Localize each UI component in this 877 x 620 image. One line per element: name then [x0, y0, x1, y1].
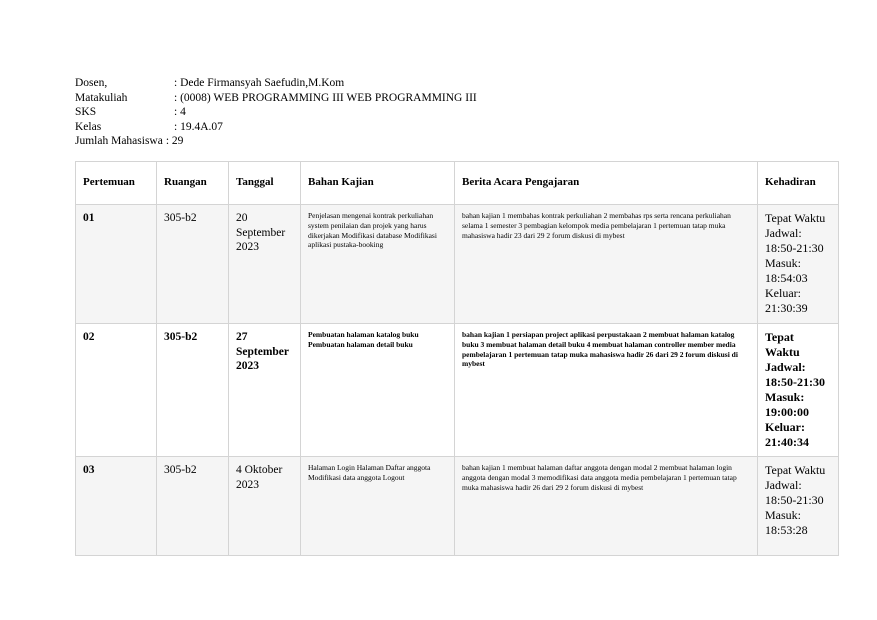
table-row: [76, 457, 839, 556]
kehadiran-masuk: 18:54:03: [765, 271, 808, 285]
kehadiran-jadwal-label: Jadwal:: [765, 360, 806, 374]
dosen-value: : Dede Firmansyah Saefudin,M.Kom: [174, 77, 345, 89]
kehadiran-jadwal: 18:50-21:30: [765, 493, 824, 507]
table-header-row: [76, 162, 839, 205]
cell-bahan-kajian: Pembuatan halaman katalog buku Pembuatan halaman detail buku: [301, 324, 455, 457]
kehadiran-masuk: 19:00:00: [765, 405, 809, 419]
course-info: [75, 76, 477, 149]
cell-bahan-kajian: Penjelasan mengenai kontrak perkuliahan system penilaian dan projek yang harus dikerjakan Modifikasi database Modifikasi aplikasi pustaka-booking: [301, 205, 455, 324]
col-header-tanggal: Tanggal: [229, 162, 301, 205]
col-header-ruangan: Ruangan: [157, 162, 229, 205]
jumlah-value: : 29: [165, 135, 184, 147]
col-header-kehadiran: Kehadiran: [758, 162, 839, 205]
info-dosen: [75, 76, 477, 91]
berita-acara-table: [75, 161, 839, 556]
kehadiran-keluar: 21:40:34: [765, 435, 809, 449]
kehadiran-jadwal-label: Jadwal:: [765, 478, 802, 492]
kehadiran-jadwal: 18:50-21:30: [765, 241, 824, 255]
cell-kehadiran: [758, 457, 839, 556]
kehadiran-jadwal: 18:50-21:30: [765, 375, 825, 389]
col-header-pertemuan: Pertemuan: [76, 162, 157, 205]
cell-berita-acara: bahan kajian 1 membuat halaman daftar anggota dengan modal 2 membuat halaman login anggota dengan modal 3 memodifikasi data anggota media pembelajaran 1 pertemuan tatap muka mahasiswa hadir 26 dari 29 2 forum diskusi di mybest: [455, 457, 758, 556]
kehadiran-masuk-label: Masuk:: [765, 390, 805, 404]
cell-tanggal: 27 September 2023: [229, 324, 301, 457]
cell-ruangan: 305-b2: [157, 324, 229, 457]
col-header-berita-acara: Berita Acara Pengajaran: [455, 162, 758, 205]
info-jumlah-mahasiswa: [75, 134, 477, 149]
table-row: [76, 324, 839, 457]
dosen-label: Dosen,: [75, 77, 108, 89]
info-kelas: [75, 120, 477, 135]
kelas-label: Kelas: [75, 120, 102, 133]
kehadiran-status: Tepat Waktu: [765, 330, 800, 359]
kehadiran-jadwal-label: Jadwal:: [765, 226, 802, 240]
jumlah-label: Jumlah Mahasiswa: [75, 135, 163, 147]
cell-tanggal: 4 Oktober 2023: [229, 457, 301, 556]
kehadiran-status: Tepat Waktu: [765, 211, 826, 225]
info-matakuliah: [75, 91, 477, 106]
cell-kehadiran: [758, 324, 839, 457]
cell-bahan-kajian: Halaman Login Halaman Daftar anggota Modifikasi data anggota Logout: [301, 457, 455, 556]
sks-value: : 4: [174, 106, 186, 118]
kehadiran-status: Tepat Waktu: [765, 463, 826, 477]
cell-pertemuan: 03: [76, 457, 157, 556]
kehadiran-keluar: 21:30:39: [765, 301, 808, 315]
kehadiran-masuk: 18:53:28: [765, 523, 808, 537]
kehadiran-keluar-label: Keluar:: [765, 420, 805, 434]
cell-berita-acara: bahan kajian 1 persiapan project aplikasi perpustakaan 2 membuat halaman katalog buku 3 membuat halaman detail buku 4 membuat halaman controller member media pembelajaran 1 pertemuan tatap muka mahasiswa hadir 26 dari 29 2 forum diskusi di mybest: [455, 324, 758, 457]
matakuliah-value: : (0008) WEB PROGRAMMING III WEB PROGRAMMING III: [174, 91, 477, 104]
cell-ruangan: 305-b2: [157, 205, 229, 324]
kehadiran-masuk-label: Masuk:: [765, 508, 801, 522]
info-sks: [75, 105, 477, 120]
cell-berita-acara: bahan kajian 1 membahas kontrak perkuliahan 2 membahas rps serta rencana perkuliahan selama 1 semester 3 pembagian kelompok media pembelajaran 1 pertemuan tatap muka mahasiswa hadir 23 dari 29 2 forum diskusi di mybest: [455, 205, 758, 324]
cell-pertemuan: 02: [76, 324, 157, 457]
matakuliah-label: Matakuliah: [75, 91, 128, 104]
kehadiran-keluar-label: Keluar:: [765, 286, 801, 300]
cell-tanggal: 20 September 2023: [229, 205, 301, 324]
cell-ruangan: 305-b2: [157, 457, 229, 556]
kehadiran-masuk-label: Masuk:: [765, 256, 801, 270]
kelas-value: : 19.4A.07: [174, 120, 223, 133]
col-header-bahan-kajian: Bahan Kajian: [301, 162, 455, 205]
cell-kehadiran: [758, 205, 839, 324]
cell-pertemuan: 01: [76, 205, 157, 324]
sks-label: SKS: [75, 106, 97, 118]
table-row: [76, 205, 839, 324]
